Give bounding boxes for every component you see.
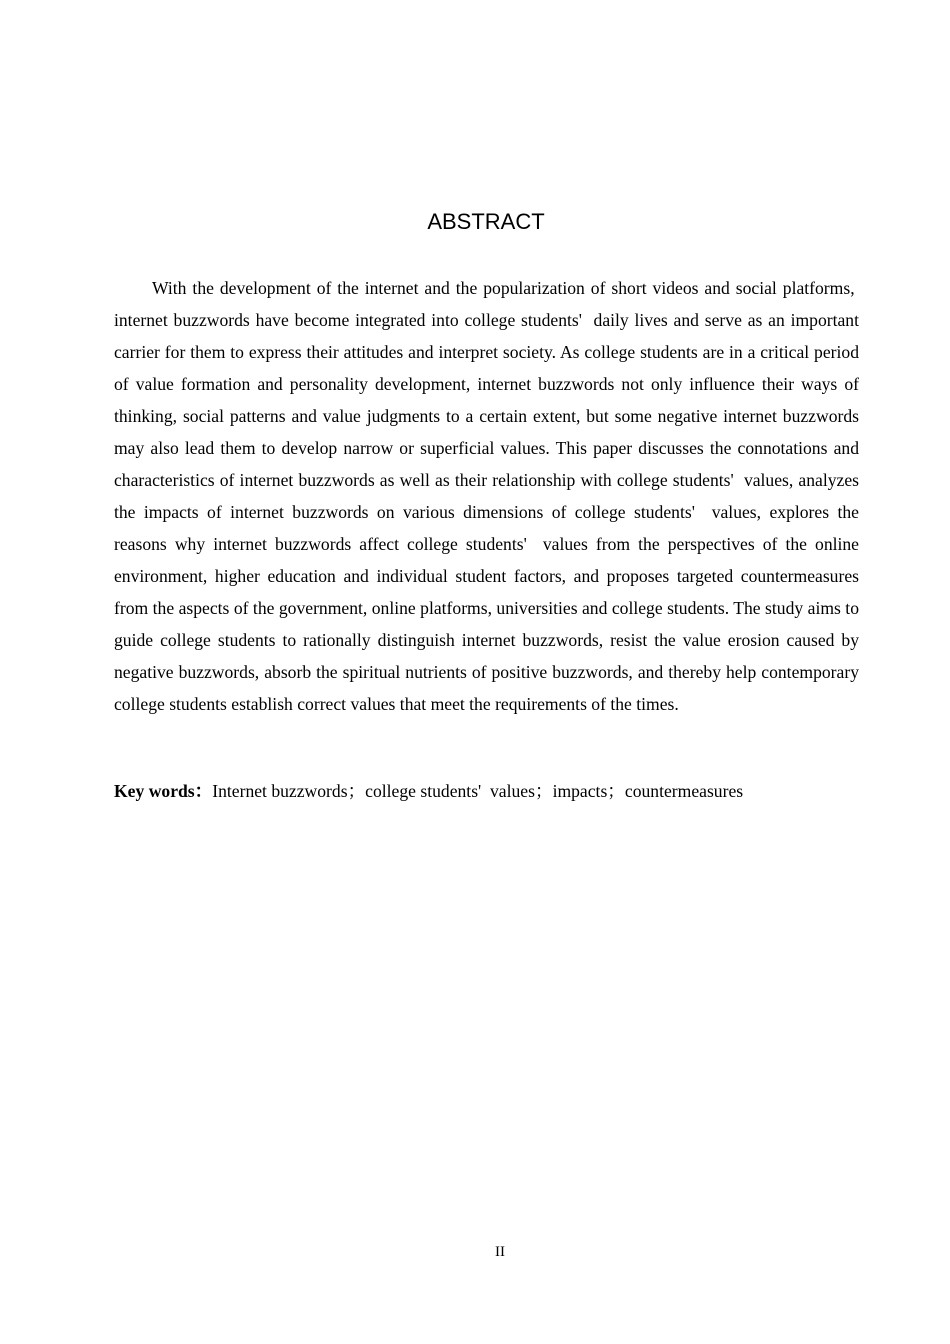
- keyword-item: college students' values: [365, 781, 535, 801]
- keyword-separator: ；: [607, 781, 625, 801]
- keywords-line: [114, 777, 874, 805]
- keyword-item: Internet buzzwords: [212, 781, 348, 801]
- keywords-label: Key words：: [114, 781, 213, 801]
- keyword-separator: ；: [347, 781, 366, 801]
- abstract-body: With the development of the internet and the popularization of short videos and social platforms, internet buzzwords have become integrated into college students' daily lives and serve as an important carrier for them to express their attitudes and interpret society. As college students are in a critical period of value formation and personality development, internet buzzwords not only influence their ways of thinking, social patterns and value judgments to a certain extent, but some negative internet buzzwords may also lead them to develop narrow or superficial values. This paper discusses the connotations and characteristics of internet buzzwords as well as their relationship with college students' values, analyzes the impacts of internet buzzwords on various dimensions of college students' values, explores the reasons why internet buzzwords affect college students' values from the perspectives of the online environment, higher education and individual student factors, and proposes targeted countermeasures from the aspects of the government, online platforms, universities and college students. The study aims to guide college students to rationally distinguish internet buzzwords, resist the value erosion caused by negative buzzwords, absorb the spiritual nutrients of positive buzzwords, and thereby help contemporary college students establish correct values that meet the requirements of the times.: [114, 278, 859, 714]
- abstract-title: ABSTRACT: [427, 209, 545, 234]
- keyword-separator: ；: [534, 781, 553, 801]
- page-number: II: [495, 1244, 505, 1260]
- keyword-item: countermeasures: [624, 781, 744, 801]
- keyword-item: impacts: [552, 781, 608, 801]
